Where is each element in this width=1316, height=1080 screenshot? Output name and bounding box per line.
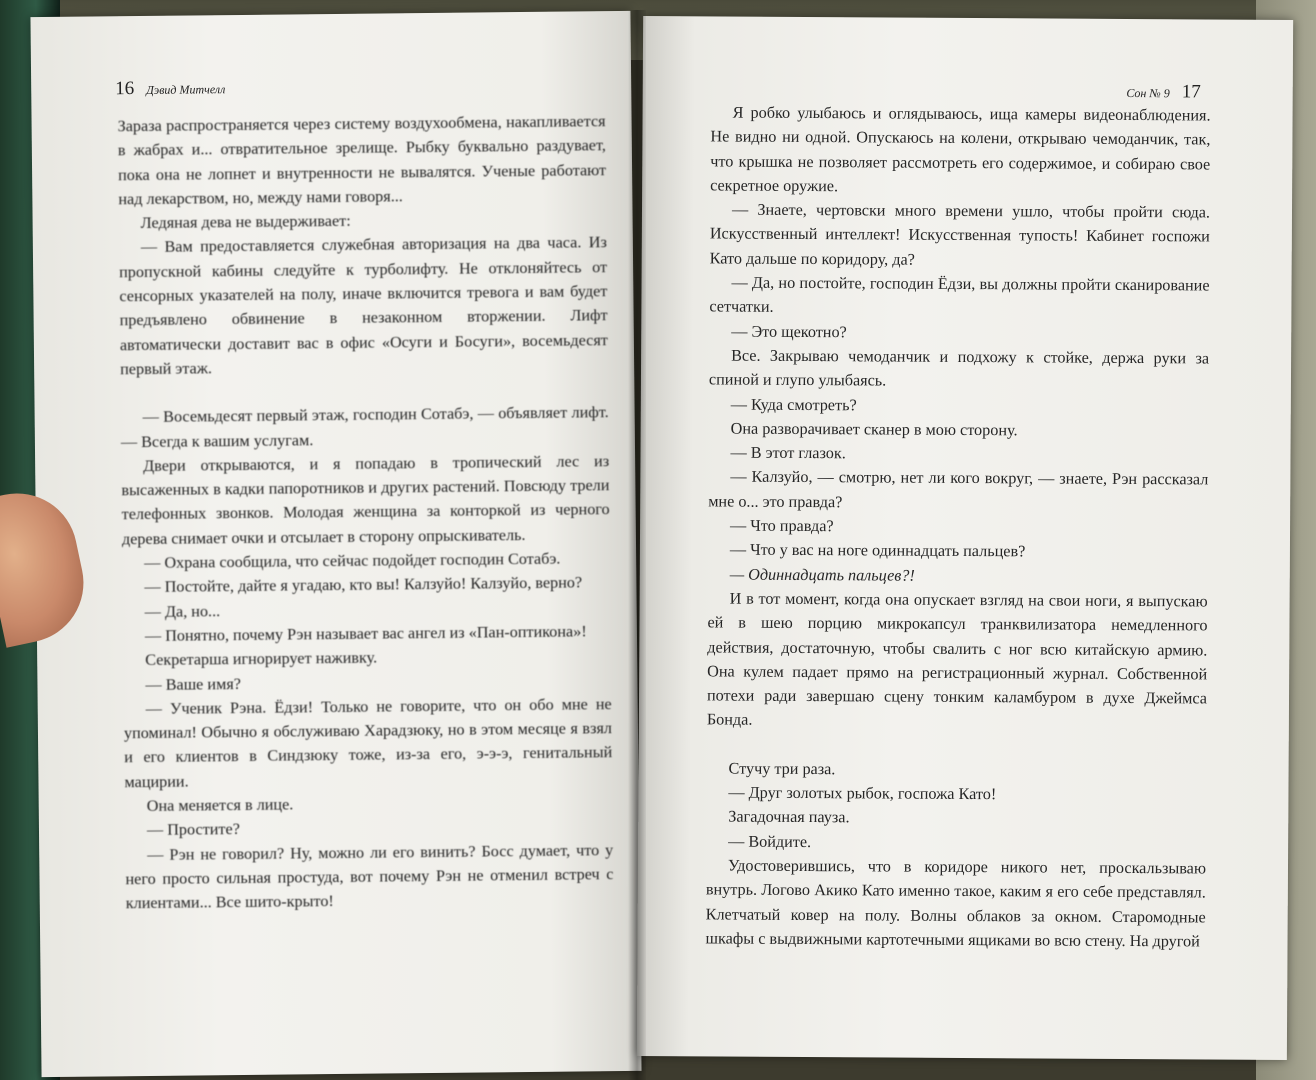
paragraph: — Это щекотно? <box>731 322 847 341</box>
right-page-number: 17 <box>1181 81 1201 103</box>
paragraph: Все. Закрываю чемоданчик и подхожу к стойке, держа руки за спиной и глупо улыбаясь. <box>708 346 1210 390</box>
paragraph: — Друг золотых рыбок, госпожа Като! <box>728 783 997 804</box>
paragraph: — Постойте, дайте я угадаю, кто вы! Калзуйо! Калзуйо, верно? <box>144 573 583 597</box>
paragraph: Зараза распространяется через систему воздухообмена, накапливается в жабрах и... отвратительное зрелище. Рыбку буквально раздувает, пока она не лопнет и внутренности не вывалятся. Ученые работают над лекарством, но, между нами говоря... <box>117 112 607 209</box>
paragraph: — Ученик Рэна. Ёдзи! Только не говорите, что он обо мне не упоминал! Обычно я обслуживаю Харадзюку, но в этом месяце я взял и его клиентов в Синдзюку тоже, из-за его, э-э-э, генитальный мацирии. <box>123 694 613 791</box>
left-page-header <box>115 77 225 100</box>
left-running-head: Дэвид Митчелл <box>146 82 226 97</box>
paragraph: — Охрана сообщила, что сейчас подойдет господин Сотабэ. <box>144 549 561 573</box>
right-running-head: Сон № 9 <box>1126 85 1170 101</box>
paragraph: Двери открываются, и я попадаю в тропический лес из высаженных в кадки папоротников и других растений. Повсюду трели телефонных звонков. Молодая женщина за конторкой из черного дерева снимает очки и отсылает в сторону опрыскиватель. <box>121 451 610 548</box>
paragraph: — Знаете, чертовски много времени ушло, чтобы пройти сюда. Искусственный интеллект! Искусственная тупость! Кабинет госпожи Като дальше по коридору, да? <box>709 200 1211 269</box>
paragraph: — Простите? <box>146 820 240 840</box>
paragraph: Удостоверившись, что в коридоре никого нет, проскальзываю внутрь. Логово Акико Като именно такое, каким я его себе представлял. Клетчатый ковер на полу. Волны облаков за окном. Старомодные шкафы с выдвижными картотечными ящиками во всю стену. На другой <box>705 856 1207 951</box>
paragraph: — Калзуйо, — смотрю, нет ли кого вокруг, — знаете, Рэн рассказал мне о... это правда? <box>708 468 1209 512</box>
paragraph: — Да, но... <box>144 601 221 621</box>
paragraph: — Понятно, почему Рэн называет вас ангел из «Пан-оптикона»! <box>144 622 587 645</box>
paragraph: Ледяная дева не выдерживает: <box>140 212 351 233</box>
section-break <box>707 732 1207 759</box>
paragraph: — Ваше имя? <box>145 674 242 694</box>
left-page-text <box>117 109 613 916</box>
paragraph: Загадочная пауза. <box>728 807 850 827</box>
paragraph: Я робко улыбаюсь и оглядываюсь, ища камеры видеонаблюдения. Не видно ни одной. Опускаюсь на колени, открываю чемоданчик, так, что крышка не позволяет рассмотреть его содержимое, и собираю свое секретное оружие. <box>710 103 1211 196</box>
left-page-number: 16 <box>115 78 135 100</box>
paragraph: — Вам предоставляется служебная авторизация на два часа. Из пропускной кабины следуйте к турболифту. Не отклоняйтесь от сенсорных указателей на полу, иначе включится тревога и вам будет предъявлено обвинение в незаконном вторжении. Лифт автоматически доставит вас в офис «Осуги и Босуги», восемьдесят первый этаж. <box>119 233 608 379</box>
paragraph: — Что у вас на ноге одиннадцать пальцев? <box>729 540 1026 561</box>
right-page-text <box>705 100 1210 953</box>
paragraph: — В этот глазок. <box>730 443 846 463</box>
paragraph: — Что правда? <box>730 516 834 536</box>
paragraph: Секретарша игнорирует наживку. <box>145 648 378 670</box>
paragraph: — Войдите. <box>728 832 812 851</box>
paragraph: Она меняется в лице. <box>146 795 294 816</box>
paragraph: — Рэн не говорил? Ну, можно ли его винить? Босс думает, что у него просто сильная простуда, вот почему Рэн не отменил встреч с клиентами... Все шито-крыто! <box>125 840 614 913</box>
left-page <box>30 11 641 1077</box>
paragraph: — Восемьдесят первый этаж, господин Сотабэ, — объявляет лифт. — Всегда к вашим услугам. <box>120 403 609 451</box>
right-page <box>637 16 1293 1060</box>
paragraph: — Куда смотреть? <box>730 395 857 414</box>
paragraph: — Да, но постойте, господин Ёдзи, вы должны пройти сканирование сетчатки. <box>709 273 1210 317</box>
paragraph: — Одиннадцать пальцев?! <box>729 565 915 585</box>
paragraph: Стучу три раза. <box>728 759 836 778</box>
paragraph: Она разворачивает сканер в мою сторону. <box>730 419 1018 440</box>
right-page-header <box>1126 81 1200 103</box>
paragraph: И в тот момент, когда она опускает взгляд на свои ноги, я выпускаю ей в шею порцию микрокапсул транквилизатора немедленного действия, достаточную, чтобы свалить с ног всю китайскую армию. Она кулем падает прямо на регистрационный журнал. Собственной потехи ради завершаю сцену тонким каламбуром в духе Джеймса Бонда. <box>706 589 1208 730</box>
book-gutter <box>628 10 646 1080</box>
